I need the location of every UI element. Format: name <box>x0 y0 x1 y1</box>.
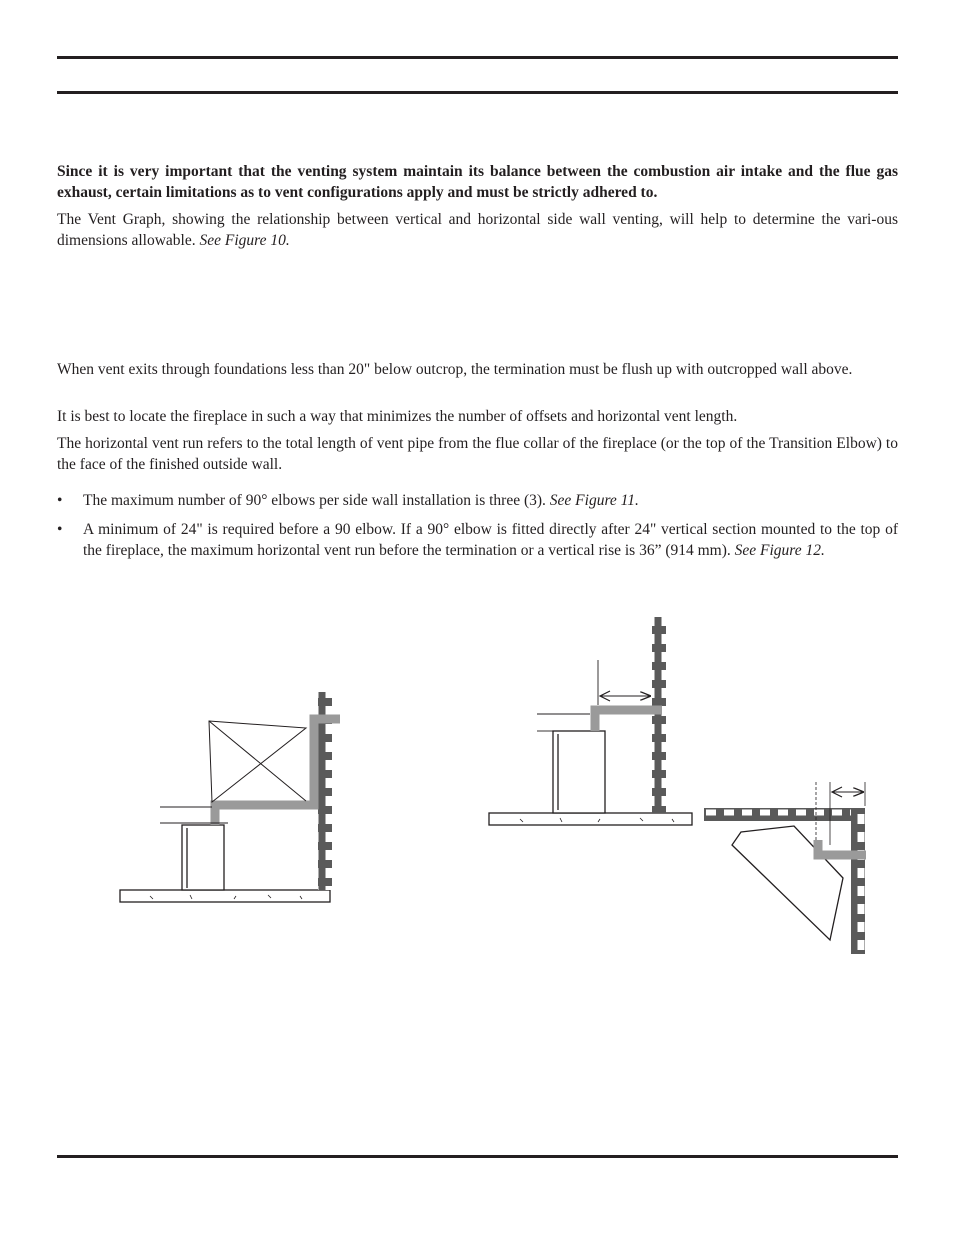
location-paragraph: It is best to locate the fireplace in such a way that minimizes the number of offsets and horizontal vent length. <box>57 408 738 425</box>
figure-12-ref: See Figure 12. <box>734 542 825 559</box>
vent-graph-triangle <box>209 721 306 802</box>
intro-bold-paragraph: Since it is very important that the venting system maintain its balance between the combustion air intake and the flue gas exhaust, certain limitations as to vent configurations apply and must be strictly adhered to. <box>57 163 898 201</box>
bullet-dot: • <box>57 492 63 509</box>
outcrop-paragraph: When vent exits through foundations less than 20" below outcrop, the termination must be flush up with outcropped wall above. <box>57 361 853 378</box>
figure-12-diagram <box>489 617 692 825</box>
figure-10-ref: See Figure 10. <box>199 232 290 249</box>
outside-wall <box>652 617 666 813</box>
fireplace-plan <box>732 826 843 940</box>
figure-11-ref: See Figure 11. <box>549 492 639 509</box>
floor-slab <box>489 813 692 825</box>
bullet-dot: • <box>57 521 63 538</box>
horizontal-run-paragraph: The horizontal vent run refers to the total length of vent pipe from the flue collar of the fireplace (or the top of the Transition Elbow) to the face of the finished outside wall. <box>57 435 898 473</box>
fireplace-unit <box>182 825 224 890</box>
vent-pipe <box>595 710 662 731</box>
floor-slab <box>120 890 330 902</box>
bullet-min-vertical-text: A minimum of 24" is required before a 90 elbow. If a 90° elbow is fitted directly after 24" vertical section mounted to the top of the fireplace, the maximum horizontal vent run before the termination or a vertical rise is 36” (914 mm). <box>83 521 898 559</box>
plan-view-diagram <box>704 782 866 954</box>
outside-wall-vertical <box>851 808 865 954</box>
vent-graph-text: The Vent Graph, showing the relationship between vertical and horizontal side wall venting, will help to determine the vari-ous dimensions allowable. <box>57 211 898 249</box>
figure-11-diagram <box>120 692 340 902</box>
fireplace-unit <box>553 731 605 813</box>
bullet-elbows-text: The maximum number of 90° elbows per side wall installation is three (3). <box>83 492 546 509</box>
